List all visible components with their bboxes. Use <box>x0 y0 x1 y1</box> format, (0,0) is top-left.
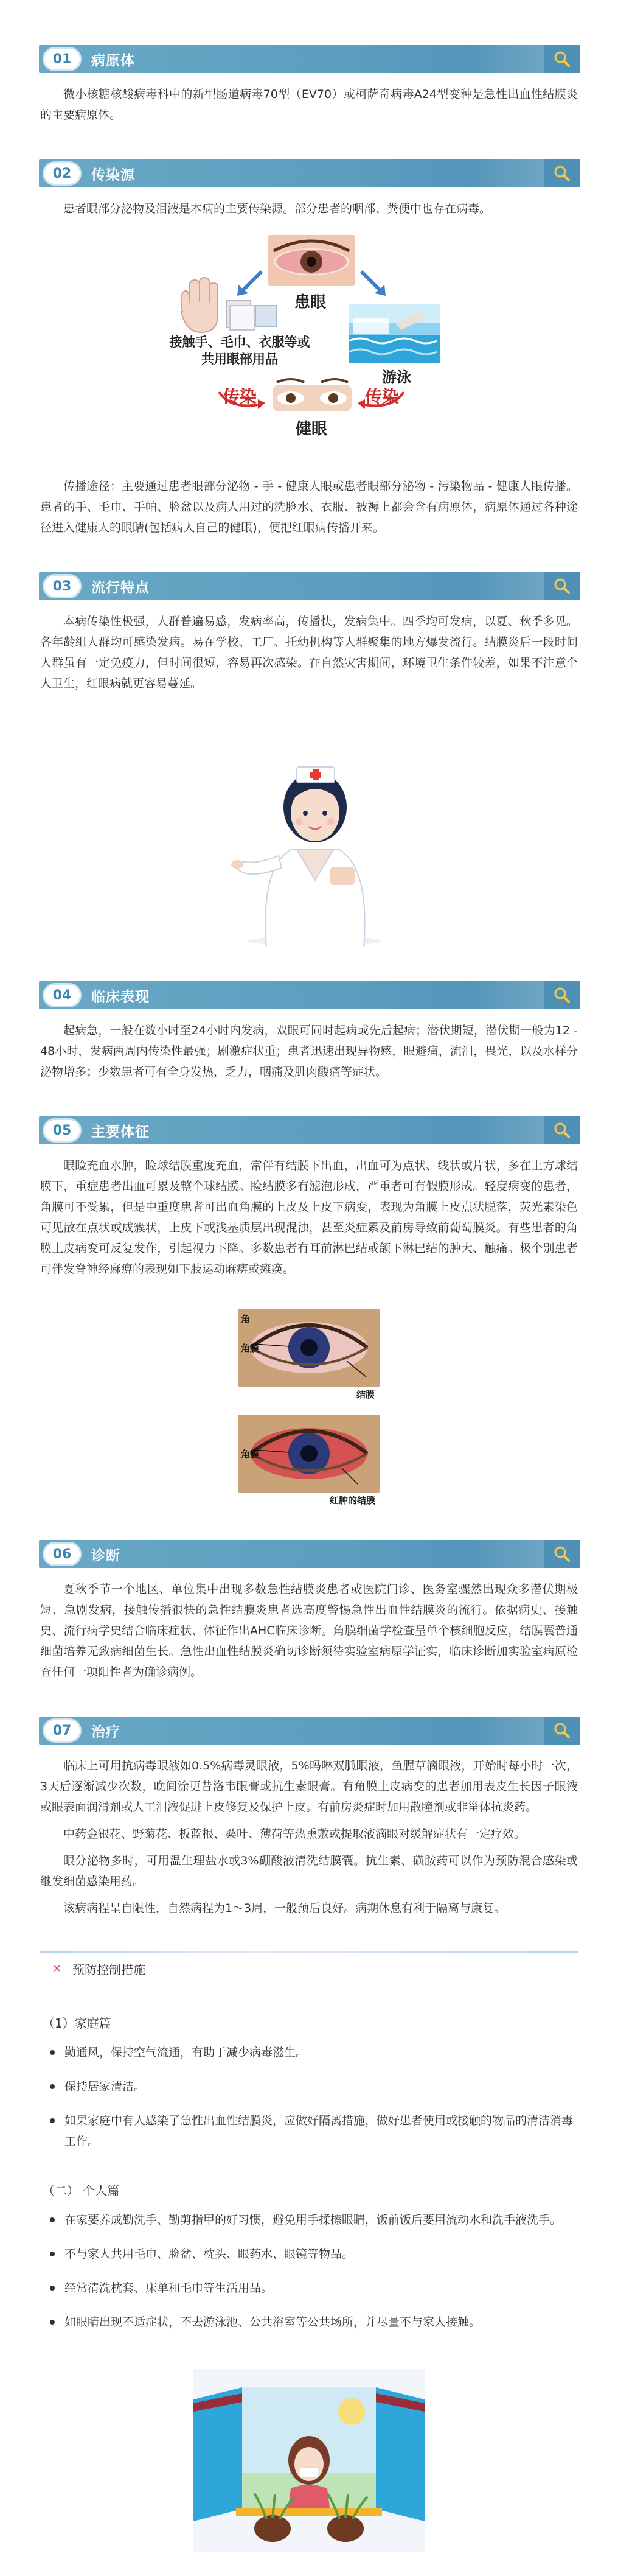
section-header-02 <box>39 159 580 187</box>
contact-label: 接触手、毛巾、衣服等或共用眼部用品 <box>169 335 310 366</box>
paragraph: 传播途径：主要通过患者眼部分泌物 - 手 - 健康人眼或患者眼部分泌物 - 污染物品 - 健康人眼传播。患者的手、毛巾、手帕、脸盆以及病人用过的洗脸水、衣服、被褥上都会含有病原体，病原体通过各种途径进入健康人的眼睛(包括病人自己的健眼)，便把红眼病传播开来。 <box>40 480 578 534</box>
paragraph: 该病病程呈自限性，自然病程为1～3周，一般预后良好。病期休息有利于隔离与康复。 <box>63 1902 506 1915</box>
healthy-eye-label: 健眼 <box>296 420 328 438</box>
section-number: 05 <box>43 1118 82 1143</box>
search-icon <box>552 576 572 596</box>
section-number: 07 <box>43 1718 82 1743</box>
search-icon <box>552 985 572 1005</box>
section-title: 主要体征 <box>91 1124 150 1140</box>
section-title: 流行特点 <box>91 579 150 596</box>
section-header-07 <box>39 1717 580 1745</box>
healthy-eyes-image <box>273 379 352 411</box>
section-header-03 <box>39 572 580 600</box>
paragraph: 患者眼部分泌物及泪液是本病的主要传染源。部分患者的咽部、粪便中也存在病毒。 <box>63 202 491 215</box>
list-item: 经常清洗枕套、床单和毛巾等生活用品。 <box>50 2278 578 2298</box>
list-item: 保持居家清洁。 <box>50 2076 578 2097</box>
paragraph: 微小核糖核酸病毒科中的新型肠道病毒70型（EV70）或柯萨奇病毒A24型变种是急性出血性结膜炎的主要病原体。 <box>40 88 578 122</box>
paragraph: 起病急，一般在数小时至24小时内发病，双眼可同时起病或先后起病；潜伏期短，潜伏期一般为12 - 48小时，发病两周内传染性最强；剧激症状重；患者迅速出现异物感，眼避痛，流泪，畏光，以及水样分泌物增多；少数患者可有全身发热，乏力，咽痛及肌肉酸痛等症状。 <box>40 1024 578 1079</box>
list-item: 如眼睛出现不适症状，不去游泳池、公共浴室等公共场所，并尽量不与家人接触。 <box>50 2312 578 2333</box>
section-number: 06 <box>43 1542 82 1566</box>
section-number: 03 <box>43 574 82 598</box>
search-icon <box>552 164 572 183</box>
eye-image-2 <box>238 1415 380 1493</box>
section-header-04 <box>39 981 580 1009</box>
paragraph: 夏秋季节一个地区、单位集中出现多数急性结膜炎患者或医院门诊、医务室骤然出现众多潜伏期极短、急剧发病，接触传播很快的急性结膜炎患者选高度警惕急性出血性结膜炎的流行。依据病史、接触史、流行病学史结合临床症状、体征作出AHC临床诊断。角膜细菌学检查呈单个核细胞反应，结膜囊普通细菌培养无致病细菌生长。急性出血性结膜炎确切诊断须待实验室病原学证实，临床诊断加实验室病原检查任何一项阳性者为确诊病例。 <box>40 1583 578 1679</box>
section-number: 02 <box>43 161 82 186</box>
eye-image-1 <box>238 1309 380 1387</box>
infect-label-left: 传染 <box>223 387 257 407</box>
personal-subheading: （二） 个人篇 <box>43 2183 120 2198</box>
eye-caption: 红肿的结膜 <box>330 1495 376 1506</box>
search-icon <box>552 49 572 69</box>
prevention-header <box>40 1953 578 1984</box>
section-title: 临床表现 <box>91 989 150 1005</box>
paragraph: 眼睑充血水肿，睑球结膜重度充血，常伴有结膜下出血，出血可为点状、线状或片状，多在上方球结膜下，重症患者出血可累及整个球结膜。睑结膜多有滤泡形成，严重者可有假膜形成。轻度病变的患者，角膜可不受累，但是中重度患者可出血角膜的上皮及上皮下病变，表现为角膜上皮点状脱落，荧光素染色可见散在点状或成簇状，上皮下或浅基质层出现混浊，甚至炎症累及前房导致前葡萄膜炎。有些患者的角膜上皮病变可反复发作，引起视力下降。多数患者有耳前淋巴结或颌下淋巴结的肿大、触痛。极个别患者可伴发脊神经麻痹的表现如下肢运动麻痹或瘫痪。 <box>40 1159 578 1276</box>
home-list <box>50 2042 578 2152</box>
paragraph: 中药金银花、野菊花、板蓝根、桑叶、薄荷等热熏敷或提取液滴眼对缓解症状有一定疗效。 <box>63 1827 526 1841</box>
section-header-01 <box>39 45 580 73</box>
list-item: 不与家人共用毛巾、脸盆、枕头、眼药水、眼镜等物品。 <box>50 2244 578 2264</box>
nurse-illustration <box>224 728 394 947</box>
swimming-pool-image <box>349 304 440 363</box>
eye-caption: 角膜 <box>241 1449 260 1460</box>
bullet-icon: ✕ <box>52 1962 62 1975</box>
paragraph: 眼分泌物多时，可用温生理盐水或3%硼酸液清洗结膜囊。抗生素、磺胺药可以作为预防混合感染或继发细菌感染用药。 <box>40 1854 578 1888</box>
eye-figure-1 <box>238 1309 380 1400</box>
eye-caption: 结膜 <box>356 1389 375 1400</box>
eye-caption: 角 <box>241 1314 251 1325</box>
section-header-05 <box>39 1116 580 1144</box>
home-subheading: （1）家庭篇 <box>43 2016 111 2031</box>
eye-figure-2 <box>238 1415 380 1506</box>
patient-eye-label: 患眼 <box>294 293 327 312</box>
infect-label-right: 传染 <box>365 387 400 407</box>
section-title: 治疗 <box>91 1724 120 1740</box>
paragraph: 本病传染性极强，人群普遍易感，发病率高，传播快，发病集中。四季均可发病，以夏、秋季多见。各年龄组人群均可感染发病。易在学校、工厂、托幼机构等人群聚集的地方爆发流行。结膜炎后一段时间人群虽有一定免疫力，但时间很短，容易再次感染。在自然灾害期间，环境卫生条件较差，如果不注意个人卫生，红眼病就更容易蔓延。 <box>40 615 578 690</box>
search-icon <box>552 1121 572 1140</box>
transmission-diagram <box>0 233 618 476</box>
section-title: 诊断 <box>91 1547 120 1564</box>
list-item: 在家要养成勤洗手、勤剪指甲的好习惯，避免用手揉擦眼睛，饭前饭后要用流动水和洗手液洗手。 <box>50 2210 578 2230</box>
paragraph: 临床上可用抗病毒眼液如0.5%病毒灵眼液，5%吗啉双胍眼液，鱼腥草滴眼液，开始时每小时一次，3天后逐渐减少次数，晚间涂更昔洛韦眼膏或抗生素眼膏。有角膜上皮病变的患者加用表皮生长因子眼液或眼表面润滑剂或人工泪液促进上皮修复及保护上皮。有前房炎症时加用散瞳剂或非甾体抗炎药。 <box>40 1759 578 1814</box>
window-illustration <box>169 2369 449 2552</box>
list-item: 如果家庭中有人感染了急性出血性结膜炎，应做好隔离措施，做好患者使用或接触的物品的清洁消毒工作。 <box>50 2110 578 2152</box>
section-number: 01 <box>43 47 82 71</box>
section-title: 病原体 <box>91 52 135 69</box>
personal-list <box>50 2210 578 2333</box>
search-icon <box>552 1721 572 1740</box>
swim-label: 游泳 <box>382 369 411 386</box>
section-header-06 <box>39 1540 580 1568</box>
section-number: 04 <box>43 983 82 1007</box>
list-item: 勤通风，保持空气流通，有助于减少病毒滋生。 <box>50 2042 578 2063</box>
prevention-title: 预防控制措施 <box>72 1962 146 1977</box>
section-title: 传染源 <box>91 167 135 183</box>
hand-image <box>181 278 218 332</box>
search-icon <box>552 1544 572 1564</box>
eye-caption: 角膜 <box>241 1343 260 1354</box>
